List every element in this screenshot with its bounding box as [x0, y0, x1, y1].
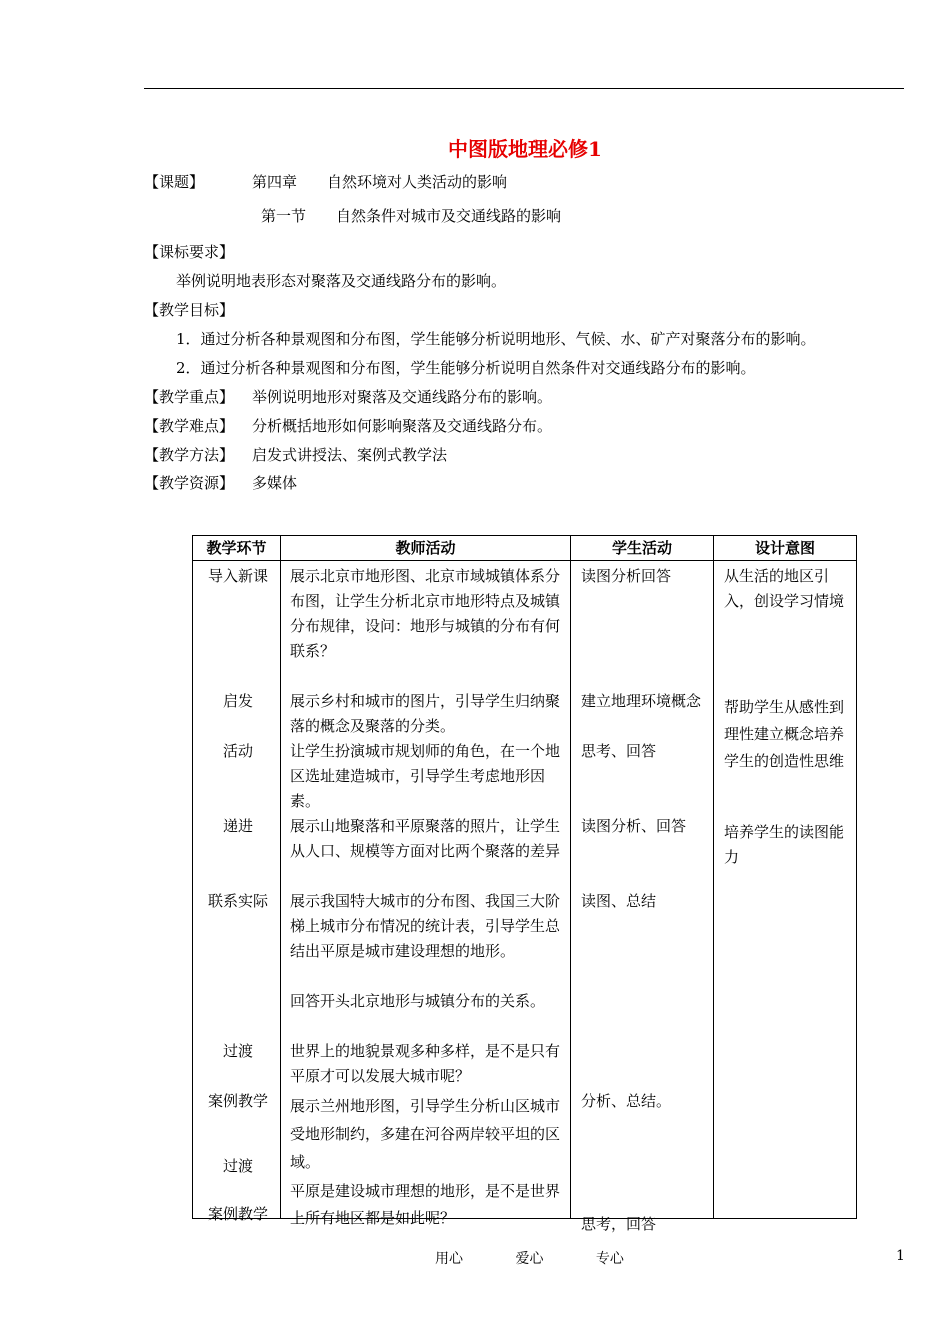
stage-item: 案例教学 [207, 1092, 268, 1110]
header-rule [144, 88, 904, 89]
resource-label: 【教学资源】 [144, 474, 235, 492]
page-number: 1 [896, 1248, 905, 1264]
student-activity: 读图分析、回答 [581, 817, 687, 835]
stage-item: 启发 [222, 692, 253, 710]
teacher-activity: 展示北京市地形图、北京市域城镇体系分布图，让学生分析北京市地形特点及城镇分布规律，设问：地形与城镇的分布有何联系？ [290, 567, 561, 660]
stage-item: 导入新课 [207, 567, 268, 585]
difficulty-label: 【教学难点】 [144, 417, 235, 435]
method-text: 启发式讲授法、案例式教学法 [252, 446, 448, 464]
header-teacher: 教师活动 [281, 536, 571, 561]
key-text: 举例说明地形对聚落及交通线路分布的影响。 [252, 388, 553, 406]
goal-1: 1．通过分析各种景观图和分布图，学生能够分析说明地形、气候、水、矿产对聚落分布的影响。 [176, 330, 816, 348]
student-activity: 思考，回答 [581, 1215, 657, 1233]
header-student: 学生活动 [571, 536, 714, 561]
page-footer [435, 1248, 652, 1268]
page-title: 中图版地理必修1 [448, 137, 602, 161]
stage-item: 过渡 [222, 1157, 253, 1175]
standard-text: 举例说明地表形态对聚落及交通线路分布的影响。 [176, 272, 507, 290]
design-column [714, 561, 857, 1219]
difficulty-text: 分析概括地形如何影响聚落及交通线路分布。 [252, 417, 553, 435]
teacher-column [281, 561, 571, 1227]
stage-item: 活动 [222, 742, 253, 760]
key-row [144, 387, 553, 407]
teacher-activity: 世界上的地貌景观多种多样，是不是只有平原才可以发展大城市呢？ [290, 1042, 561, 1085]
difficulty-row [144, 416, 553, 436]
table-row [193, 561, 857, 1219]
key-label: 【教学重点】 [144, 388, 235, 406]
footer-item: 爱心 [515, 1251, 544, 1267]
footer-item: 专心 [595, 1251, 624, 1267]
design-intent: 从生活的地区引入，创设学习情境 [724, 567, 845, 610]
resource-text: 多媒体 [252, 474, 298, 492]
resource-row [144, 473, 298, 493]
method-row [144, 445, 448, 465]
design-intent: 帮助学生从感性到理性建立概念培养学生的创造性思维 [724, 698, 845, 770]
table-header-row [193, 536, 857, 561]
header-design: 设计意图 [714, 536, 857, 561]
header-stage: 教学环节 [193, 536, 281, 561]
goal-2: 2．通过分析各种景观图和分布图，学生能够分析说明自然条件对交通线路分布的影响。 [176, 359, 756, 377]
teacher-activity: 展示山地聚落和平原聚落的照片，让学生从人口、规模等方面对比两个聚落的差异 [290, 817, 561, 860]
student-activity: 读图、总结 [581, 892, 657, 910]
stage-item: 过渡 [222, 1042, 253, 1060]
teacher-activity: 回答开头北京地形与城镇分布的关系。 [290, 992, 546, 1010]
chapter-title: 第四章 自然环境对人类活动的影响 [252, 173, 508, 191]
student-activity: 建立地理环境概念 [581, 692, 702, 710]
footer-item: 用心 [435, 1251, 463, 1267]
teacher-activity: 展示我国特大城市的分布图、我国三大阶梯上城市分布情况的统计表，引导学生总结出平原是城市建设理想的地形。 [290, 892, 561, 960]
teacher-activity: 展示乡村和城市的图片，引导学生归纳聚落的概念及聚落的分类。 [290, 692, 561, 735]
method-label: 【教学方法】 [144, 446, 235, 464]
section-title: 第一节 自然条件对城市及交通线路的影响 [261, 207, 562, 225]
topic-label: 【课题】 [144, 173, 205, 191]
stage-column [193, 561, 281, 1223]
design-intent: 培养学生的读图能力 [724, 823, 845, 866]
stage-item: 联系实际 [207, 892, 268, 910]
stage-item: 递进 [222, 817, 253, 835]
student-activity: 读图分析回答 [581, 567, 672, 585]
teacher-activity: 平原是建设城市理想的地形，是不是世界上所有地区都是如此呢？ [290, 1182, 561, 1227]
teacher-activity: 展示兰州地形图，引导学生分析山区城市受地形制约，多建在河谷两岸较平坦的区域。 [290, 1097, 561, 1171]
student-column [571, 561, 714, 1233]
stage-item: 案例教学 [207, 1205, 268, 1223]
student-activity: 思考、回答 [581, 742, 657, 760]
student-activity: 分析、总结。 [581, 1092, 672, 1110]
topic-row [144, 172, 508, 192]
standard-label: 【课标要求】 [144, 243, 235, 261]
lesson-plan-table [192, 535, 857, 1233]
goals-label: 【教学目标】 [144, 301, 235, 319]
teacher-activity: 让学生扮演城市规划师的角色，在一个地区选址建造城市，引导学生考虑地形因素。 [290, 742, 561, 810]
